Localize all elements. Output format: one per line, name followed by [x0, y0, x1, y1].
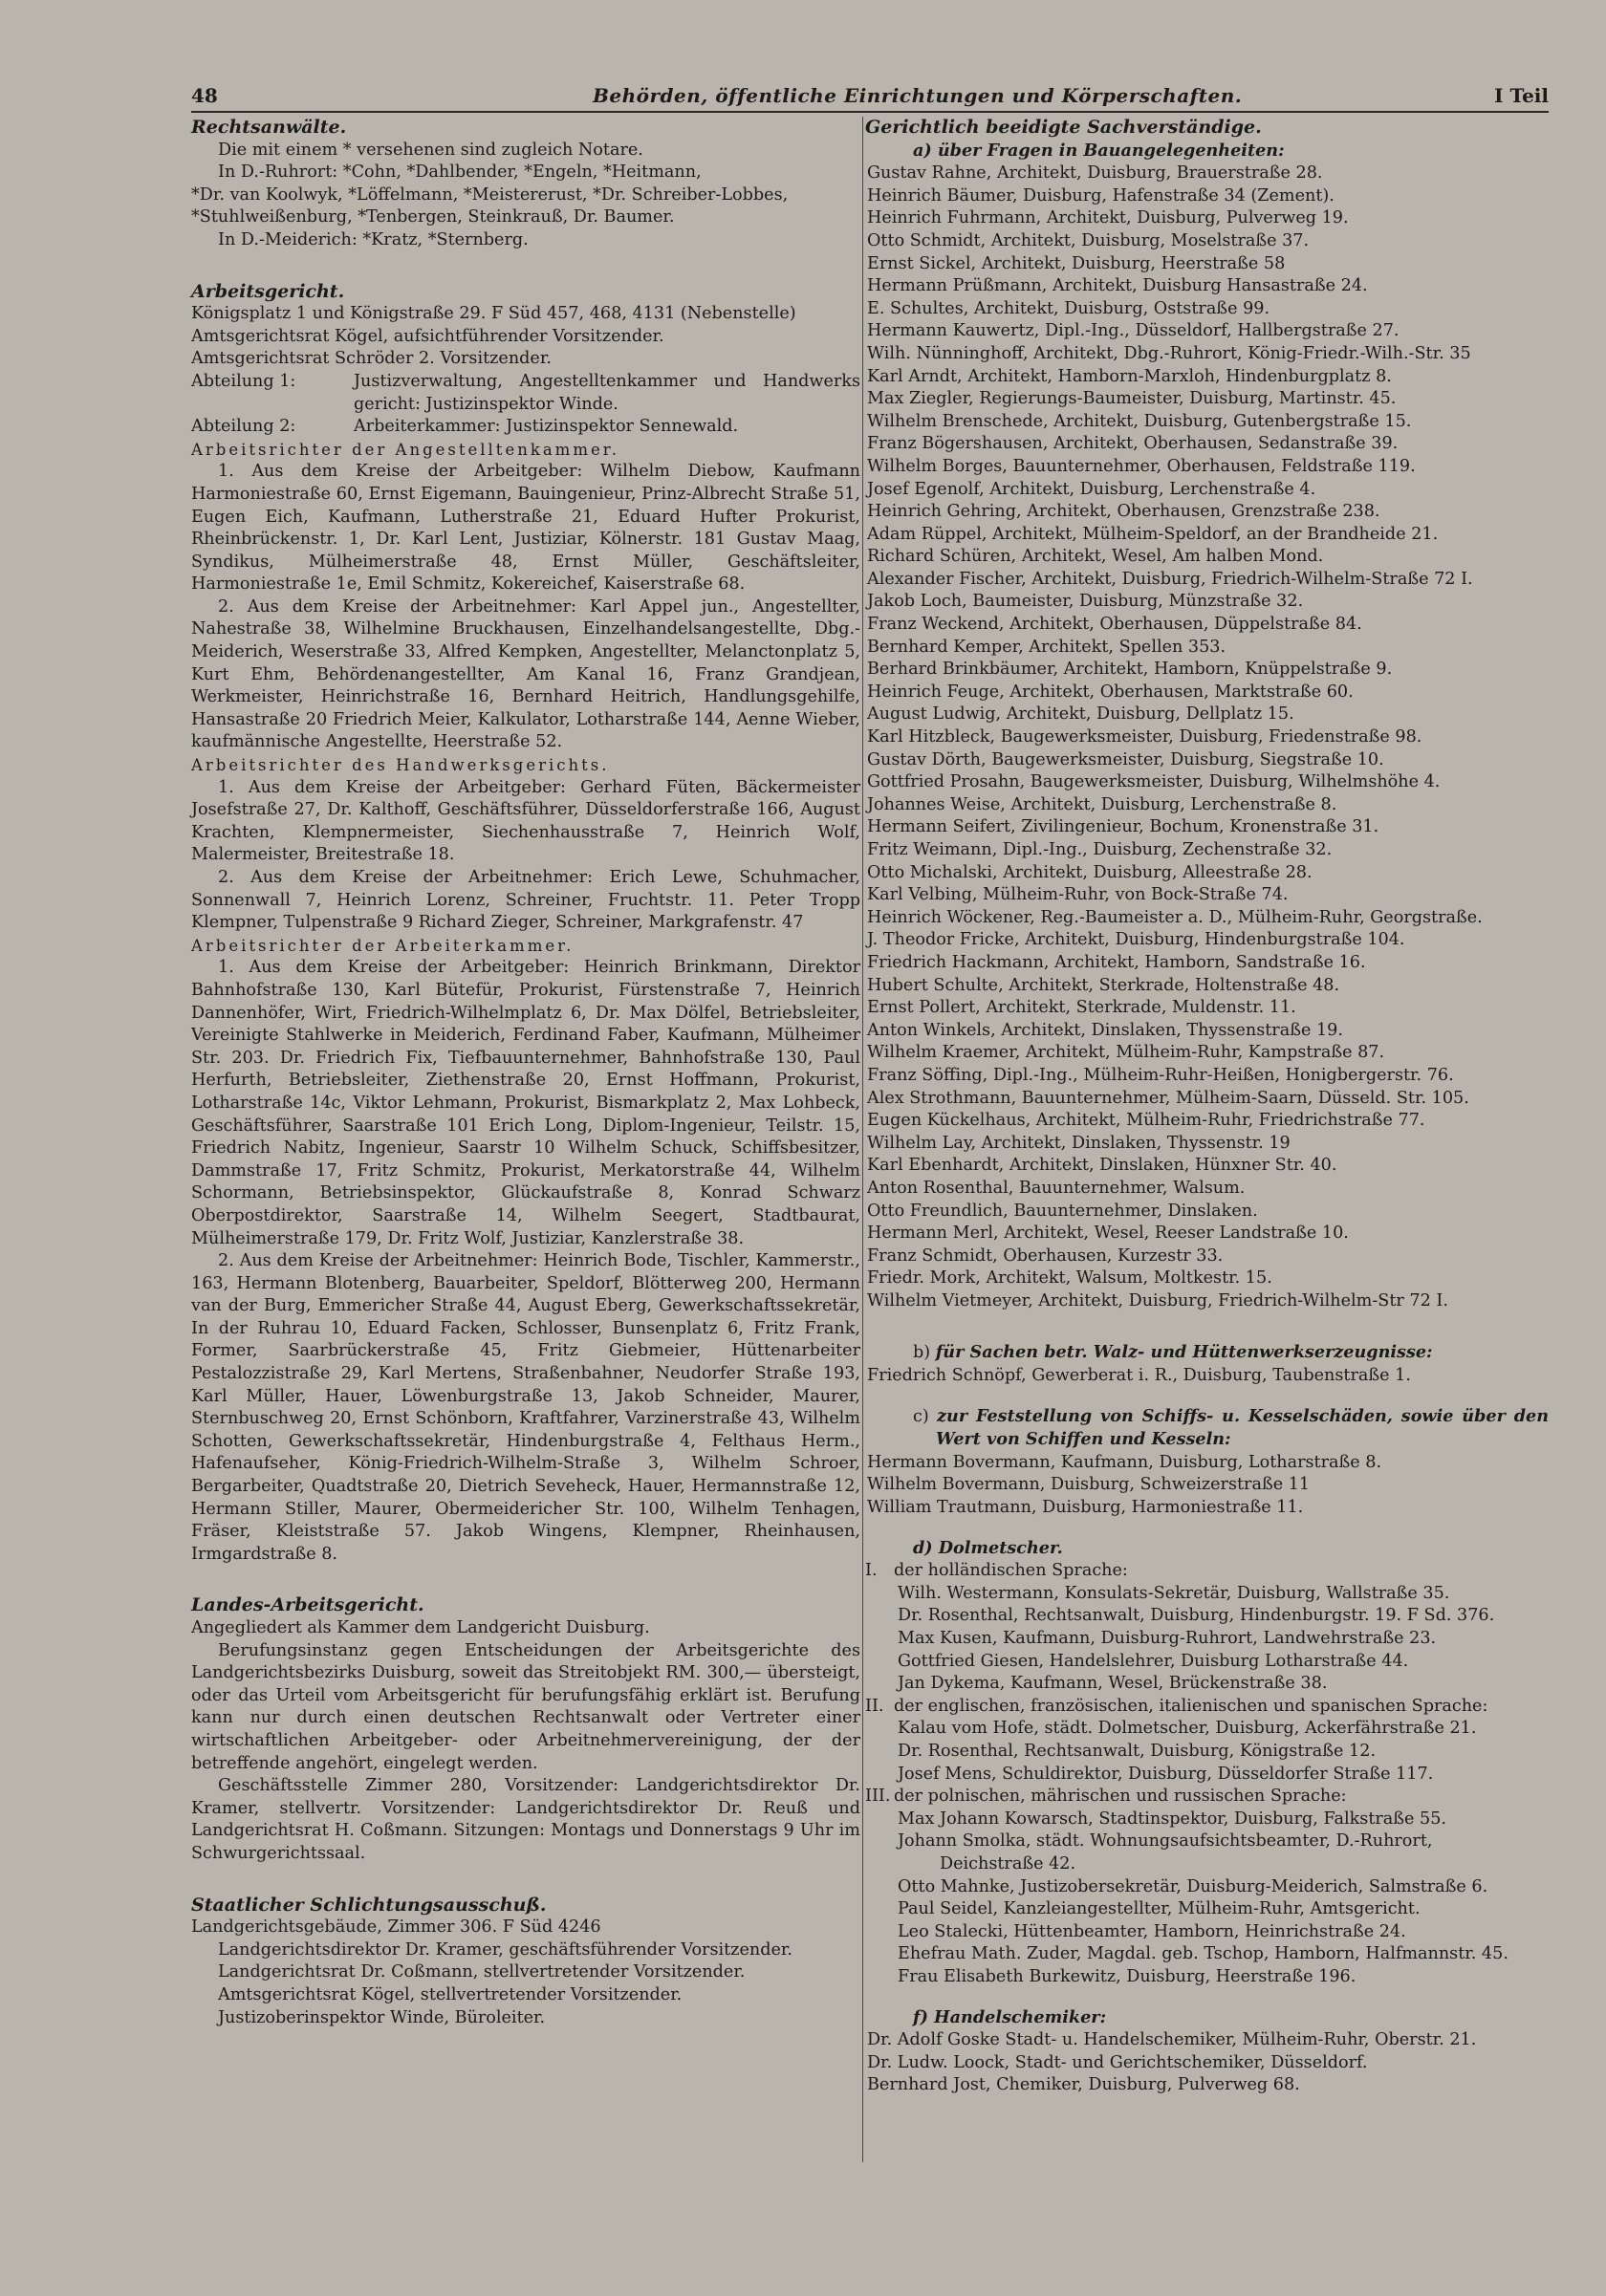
column-divider — [862, 117, 863, 2162]
text-line: Amtsgerichtsrat Kögel, stellvertretender Vorsitzender. — [218, 1984, 683, 2004]
list-item: Bernhard Jost, Chemiker, Duisburg, Pulverweg 68. — [867, 2075, 1300, 2095]
list-item: Leo Stalecki, Hüttenbeamter, Hamborn, Heinrichstraße 24. — [898, 1921, 1406, 1941]
subsection-label-text: für Sachen betr. Walz- und Hüttenwerkserzeugnisse: — [935, 1342, 1433, 1363]
list-item: Wilh. Westermann, Konsulats-Sekretär, Duisburg, Wallstraße 35. — [898, 1583, 1450, 1603]
paragraph: 1. Aus dem Kreise der Arbeitgeber: Gerhard Füten, Bäckermeister Josefstraße 27, Dr. Kalthoff, Geschäftsführer, Düsseldorferstraße 166, August Krachten, Klempnermeister, Siechenhausstraße 7, Heinrich Wolf, Malermeister, Breitestraße 18. — [191, 777, 860, 865]
subsection-label-text: a) über Fragen in Bauangelegenheiten: — [913, 140, 1285, 161]
list-item: Dr. Ludw. Loock, Stadt- und Gerichtschemiker, Düsseldorf. — [867, 2052, 1368, 2072]
list-item: Alexander Fischer, Architekt, Duisburg, Friedrich-Wilhelm-Straße 72 I. — [867, 569, 1473, 589]
list-item: Johannes Weise, Architekt, Duisburg, Lerchenstraße 8. — [867, 794, 1337, 814]
subsection-label — [865, 1341, 1549, 1365]
list-item: Heinrich Fuhrmann, Architekt, Duisburg, Pulverweg 19. — [867, 208, 1349, 228]
label-prefix: c) — [913, 1406, 929, 1426]
list-item: Dr. Rosenthal, Rechtsanwalt, Duisburg, Königstraße 12. — [898, 1741, 1377, 1761]
list-item: Bernhard Kemper, Architekt, Spellen 353. — [867, 637, 1226, 657]
text-line: Die mit einem * versehenen sind zugleich Notare. — [218, 140, 643, 160]
language-group-title: der polnischen, mährischen und russischen Sprache: — [894, 1787, 1347, 1807]
subsection-heading: Arbeitsrichter der Arbeiterkammer. — [191, 936, 575, 955]
list-item: Franz Weckend, Architekt, Oberhausen, Düppelstraße 84. — [867, 615, 1362, 635]
list-item: Heinrich Bäumer, Duisburg, Hafenstraße 34 (Zement). — [867, 185, 1335, 206]
list-item: Fritz Weimann, Dipl.-Ing., Duisburg, Zechenstraße 32. — [867, 840, 1333, 859]
list-item: Karl Ebenhardt, Architekt, Dinslaken, Hünxner Str. 40. — [867, 1156, 1337, 1176]
list-item: Friedrich Schnöpf, Gewerberat i. R., Duisburg, Taubenstraße 1. — [867, 1366, 1411, 1386]
list-item: Wilhelm Vietmeyer, Architekt, Duisburg, Friedrich-Wilhelm-Str 72 I. — [867, 1290, 1448, 1310]
list-item: Ernst Pollert, Architekt, Sterkrade, Muldenstr. 11. — [867, 998, 1296, 1018]
list-item: Gustav Dörth, Baugewerksmeister, Duisburg, Siegstraße 10. — [867, 749, 1384, 769]
list-item: Deichstraße 42. — [940, 1853, 1076, 1874]
list-item: Anton Rosenthal, Bauunternehmer, Walsum. — [867, 1178, 1246, 1198]
list-item: Frau Elisabeth Burkewitz, Duisburg, Heerstraße 196. — [898, 1966, 1356, 1986]
section-heading-rechtsanwaelte: Rechtsanwälte. — [191, 117, 347, 138]
department-text: Arbeiterkammer: Justizinspektor Sennewald. — [354, 417, 739, 437]
section-heading-landes-arbeitsgericht: Landes-Arbeitsgericht. — [191, 1594, 424, 1616]
list-item: Otto Michalski, Architekt, Duisburg, Alleestraße 28. — [867, 862, 1313, 882]
language-group-header — [865, 1560, 1549, 1583]
list-item: Friedr. Mork, Architekt, Walsum, Moltkestr. 15. — [867, 1268, 1272, 1289]
language-group-number: II. — [865, 1696, 884, 1716]
list-item: Karl Hitzbleck, Baugewerksmeister, Duisburg, Friedenstraße 98. — [867, 727, 1422, 747]
paragraph: 1. Aus dem Kreise der Arbeitgeber: Heinrich Brinkmann, Direktor Bahnhofstraße 130, Karl Bütefür, Prokurist, Fürstenstraße 7, Heinrich Dannenhöfer, Wirt, Friedrich-Wilhelmplatz 6, Dr. Max Dölfel, Betriebsleiter, Vereinigte Stahlwerke in Meiderich, Ferdinand Faber, Kaufmann, Mülheimer Str. 203. Dr. Friedrich Fix, Tiefbauunternehmer, Bahnhofstraße 130, Paul Herfurth, Betriebsleiter, Ziethenstraße 20, Ernst Hoffmann, Prokurist, Lotharstraße 14c, Viktor Lehmann, Prokurist, Bismarkplatz 2, Max Lohbeck, Geschäftsführer, Saarstraße 101 Erich Long, Diplom-Ingenieur, Teilstr. 15, Friedrich Nabitz, Ingenieur, Saarstr 10 Wilhelm Schuck, Schiffsbesitzer, Dammstraße 17, Fritz Schmitz, Prokurist, Merkatorstraße 44, Wilhelm Schormann, Betriebsinspektor, Glückaufstraße 8, Konrad Schwarz Oberpostdirektor, Saarstraße 14, Wilhelm Seegert, Stadtbaurat, Mülheimerstraße 179, Dr. Fritz Wolf, Justiziar, Kanzlerstraße 38. — [191, 958, 860, 1248]
header-rule — [191, 111, 1549, 113]
list-item: Jan Dykema, Kaufmann, Wesel, Brückenstraße 38. — [898, 1674, 1328, 1694]
list-item: Otto Freundlich, Bauunternehmer, Dinslaken. — [867, 1201, 1258, 1221]
text-line: Landgerichtsrat Dr. Coßmann, stellvertretender Vorsitzender. — [218, 1962, 746, 1982]
list-item: Heinrich Wöckener, Reg.-Baumeister a. D., Mülheim-Ruhr, Georgstraße. — [867, 907, 1483, 927]
text-line: In D.-Ruhrort: *Cohn, *Dahlbender, *Engeln, *Heitmann, — [218, 162, 702, 183]
subsection-label-text: zur Feststellung von Schiffs- u. Kesselschäden, sowie über den Wert von Schiffen und Kesseln: — [936, 1405, 1549, 1450]
list-item: Max Johann Kowarsch, Stadtinspektor, Duisburg, Falkstraße 55. — [898, 1809, 1447, 1829]
subsection-label — [865, 1405, 1549, 1452]
paragraph: 1. Aus dem Kreise der Arbeitgeber: Wilhelm Diebow, Kaufmann Harmoniestraße 60, Ernst Eigemann, Bauingenieur, Prinz-Albrecht Straße 51, Eugen Eich, Kaufmann, Lutherstraße 21, Eduard Hufter Prokurist, Rheinbrückenstr. 1, Dr. Karl Lent, Justiziar, Kölnerstr. 181 Gustav Maag, Syndikus, Mülheimerstraße 48, Ernst Müller, Geschäftsleiter, Harmoniestraße 1e, Emil Schmitz, Kokereichef, Kaiserstraße 68. — [191, 462, 860, 595]
list-item: August Ludwig, Architekt, Duisburg, Dellplatz 15. — [867, 704, 1294, 725]
text-line: Amtsgerichtsrat Kögel, aufsichtführender Vorsitzender. — [191, 326, 664, 346]
text-line: *Dr. van Koolwyk, *Löffelmann, *Meistererust, *Dr. Schreiber-Lobbes, — [191, 184, 789, 205]
list-item: Richard Schüren, Architekt, Wesel, Am halben Mond. — [867, 547, 1324, 567]
list-item: Gottfried Giesen, Handelslehrer, Duisburg Lotharstraße 44. — [898, 1651, 1409, 1671]
subsection-heading: Arbeitsrichter des Handwerksgerichts. — [191, 756, 610, 775]
list-item: Otto Mahnke, Justizobersekretär, Duisburg-Meiderich, Salmstraße 6. — [898, 1876, 1488, 1896]
list-item: Franz Schmidt, Oberhausen, Kurzestr 33. — [867, 1245, 1224, 1266]
list-item: Wilhelm Borges, Bauunternehmer, Oberhausen, Feldstraße 119. — [867, 456, 1416, 476]
left-column — [191, 117, 860, 2029]
list-item: Alex Strothmann, Bauunternehmer, Mülheim-Saarn, Düsseld. Str. 105. — [867, 1088, 1469, 1108]
text-line: Amtsgerichtsrat Schröder 2. Vorsitzender. — [191, 349, 552, 369]
list-item: Dr. Rosenthal, Rechtsanwalt, Duisburg, Hindenburgstr. 19. F Sd. 376. — [898, 1606, 1495, 1626]
list-item: Eugen Kückelhaus, Architekt, Mülheim-Ruhr, Friedrichstraße 77. — [867, 1111, 1425, 1131]
subsection-heading: Arbeitsrichter der Angestelltenkammer. — [191, 440, 620, 459]
subsection-label-text: d) Dolmetscher. — [913, 1537, 1063, 1558]
language-group-number: I. — [865, 1561, 878, 1581]
text-line: Angegliedert als Kammer dem Landgericht Duisburg. — [191, 1618, 650, 1637]
label-prefix: b) — [913, 1343, 931, 1363]
address-line: Königsplatz 1 und Königstraße 29. F Süd 457, 468, 4131 (Nebenstelle) — [191, 304, 796, 324]
list-item: Wilh. Nünninghoff, Architekt, Dbg.-Ruhrort, König-Friedr.-Wilh.-Str. 35 — [867, 343, 1471, 363]
list-item: Ernst Sickel, Architekt, Duisburg, Heerstraße 58 — [867, 253, 1286, 273]
text-line: In D.-Meiderich: *Kratz, *Sternberg. — [218, 229, 529, 249]
address-line: Landgerichtsgebäude, Zimmer 306. F Süd 4246 — [191, 1917, 601, 1938]
list-item: Wilhelm Bovermann, Duisburg, Schweizerstraße 11 — [867, 1475, 1311, 1495]
list-item: Hermann Bovermann, Kaufmann, Duisburg, Lotharstraße 8. — [867, 1452, 1382, 1472]
list-item: Hubert Schulte, Architekt, Sterkrade, Holtenstraße 48. — [867, 975, 1340, 995]
language-group-title: der holländischen Sprache: — [894, 1561, 1128, 1581]
list-item: Karl Arndt, Architekt, Hamborn-Marxloh, Hindenburgplatz 8. — [867, 366, 1392, 386]
list-item: Otto Schmidt, Architekt, Duisburg, Moselstraße 37. — [867, 230, 1310, 250]
list-item: Max Kusen, Kaufmann, Duisburg-Ruhrort, Landwehrstraße 23. — [898, 1629, 1437, 1648]
list-item: Anton Winkels, Architekt, Dinslaken, Thyssenstraße 19. — [867, 1020, 1343, 1040]
paragraph: 2. Aus dem Kreise der Arbeitnehmer: Erich Lewe, Schuhmacher, Sonnenwall 7, Heinrich Lorenz, Schreiner, Fruchtstr. 11. Peter Tropp Klempner, Tulpenstraße 9 Richard Zieger, Schreiner, Markgrafenstr. 47 — [191, 868, 860, 933]
list-item: Kalau vom Hofe, städt. Dolmetscher, Duisburg, Ackerfährstraße 21. — [898, 1719, 1477, 1739]
list-item: Josef Mens, Schuldirektor, Duisburg, Düsseldorfer Straße 117. — [898, 1764, 1434, 1784]
list-item: Wilhelm Lay, Architekt, Dinslaken, Thyssenstr. 19 — [867, 1133, 1291, 1153]
department-label: Abteilung 2: — [191, 417, 296, 437]
text-line: Justizoberinspektor Winde, Büroleiter. — [218, 2007, 546, 2027]
list-item: Josef Egenolf, Architekt, Duisburg, Lerchenstraße 4. — [867, 479, 1316, 499]
subsection-label — [865, 2006, 1549, 2030]
list-item: Hermann Merl, Architekt, Wesel, Reeser Landstraße 10. — [867, 1224, 1349, 1244]
department-text: Justizverwaltung, Angestelltenkammer und Handwerks gericht: Justizinspektor Winde. — [354, 371, 860, 414]
list-item: Friedrich Hackmann, Architekt, Hamborn, Sandstraße 16. — [867, 952, 1366, 972]
language-group-title: der englischen, französischen, italienischen und spanischen Sprache: — [894, 1696, 1488, 1716]
list-item: Paul Seidel, Kanzleiangestellter, Mülheim-Ruhr, Amtsgericht. — [898, 1899, 1421, 1919]
language-group-entries — [865, 1583, 1549, 1696]
right-column — [865, 117, 1549, 2097]
list-item: Berhard Brinkbäumer, Architekt, Hamborn, Knüppelstraße 9. — [867, 660, 1393, 680]
list-item: Franz Bögershausen, Architekt, Oberhausen, Sedanstraße 39. — [867, 434, 1399, 454]
subsection-label-text: f) Handelschemiker: — [913, 2006, 1107, 2027]
part-label: I Teil — [1494, 84, 1549, 107]
language-group-number: III. — [865, 1787, 891, 1807]
department-row — [191, 371, 860, 416]
language-group-entries — [865, 1809, 1549, 1989]
department-row — [191, 416, 860, 439]
list-item: E. Schultes, Architekt, Duisburg, Oststraße 99. — [867, 298, 1270, 318]
subsection-label — [865, 140, 1549, 163]
page-number: 48 — [191, 84, 218, 107]
subsection-label — [865, 1537, 1549, 1561]
list-item: Dr. Adolf Goske Stadt- u. Handelschemiker, Mülheim-Ruhr, Oberstr. 21. — [867, 2030, 1477, 2050]
language-group-header — [865, 1786, 1549, 1809]
department-label: Abteilung 1: — [191, 371, 296, 391]
list-item: Adam Rüppel, Architekt, Mülheim-Speldorf, an der Brandheide 21. — [867, 524, 1439, 544]
list-item: William Trautmann, Duisburg, Harmoniestraße 11. — [867, 1498, 1304, 1518]
section-heading-schlichtung: Staatlicher Schlichtungsausschuß. — [191, 1894, 547, 1916]
list-item: Max Ziegler, Regierungs-Baumeister, Duisburg, Martinstr. 45. — [867, 389, 1397, 409]
list-item: Heinrich Gehring, Architekt, Oberhausen, Grenzstraße 238. — [867, 502, 1380, 522]
paragraph: 2. Aus dem Kreise der Arbeitnehmer: Heinrich Bode, Tischler, Kammerstr., 163, Hermann Blotenberg, Bauarbeiter, Speldorf, Blötterweg 200, Hermann van der Burg, Emmericher Straße 44, August Eberg, Gewerkschaftssekretär, In der Ruhrau 10, Eduard Facken, Schlosser, Bunsenplatz 6, Fritz Frank, Former, Saarbrückerstraße 45, Fritz Giebmeier, Hüttenarbeiter Pestalozzistraße 29, Karl Mertens, Straßenbahner, Neudorfer Straße 193, Karl Müller, Hauer, Löwenburgstraße 13, Jakob Schneider, Maurer, Sternbuschweg 20, Ernst Schönborn, Kraftfahrer, Varzinerstraße 43, Wilhelm Schotten, Gewerkschaftssekretär, Hindenburgstraße 4, Felthaus Herm., Hafenaufseher, König-Friedrich-Wilhelm-Straße 3, Wilhelm Schroer, Bergarbeiter, Quadtstraße 20, Dietrich Seveheck, Hauer, Hermannstraße 12, Hermann Stiller, Maurer, Obermeidericher Str. 100, Wilhelm Tenhagen, Fräser, Kleiststraße 57. Jakob Wingens, Klempner, Rheinhausen, Irmgardstraße 8. — [191, 1251, 860, 1564]
list-item: Gottfried Prosahn, Baugewerksmeister, Duisburg, Wilhelmshöhe 4. — [867, 772, 1441, 792]
list-item: Ehefrau Math. Zuder, Magdal. geb. Tschop, Hamborn, Halfmannstr. 45. — [898, 1944, 1508, 1964]
paragraph: 2. Aus dem Kreise der Arbeitnehmer: Karl Appel jun., Angestellter, Nahestraße 38, Wilhelmine Bruckhausen, Einzelhandelsangestellte, Dbg.-Meiderich, Weserstraße 33, Alfred Kempken, Angestellter, Melanctonplatz 5, Kurt Ehm, Behördenangestellter, Am Kanal 16, Franz Grandjean, Werkmeister, Heinrichstraße 16, Bernhard Heitrich, Handlungsgehilfe, Hansastraße 20 Friedrich Meier, Kalkulator, Lotharstraße 144, Aenne Wieber, kaufmännische Angestellte, Heerstraße 52. — [191, 596, 860, 752]
paragraph: Berufungsinstanz gegen Entscheidungen der Arbeitsgerichte des Landgerichtsbezirks Duisburg, soweit das Streitobjekt RM. 300,— übersteigt, oder das Urteil vom Arbeitsgericht für berufungsfähig erklärt ist. Berufung kann nur durch einen deutschen Rechtsanwalt oder Vertreter einer wirtschaftlichen Arbeitgeber- oder Arbeitnehmervereinigung, der der betreffende angehört, eingelegt werden. — [191, 1640, 860, 1773]
list-item: Johann Smolka, städt. Wohnungsaufsichtsbeamter, D.-Ruhrort, — [898, 1831, 1433, 1852]
list-item: Karl Velbing, Mülheim-Ruhr, von Bock-Straße 74. — [867, 885, 1289, 905]
list-item: J. Theodor Fricke, Architekt, Duisburg, Hindenburgstraße 104. — [867, 930, 1405, 950]
text-line: Landgerichtsdirektor Dr. Kramer, geschäftsführender Vorsitzender. — [218, 1939, 792, 1960]
list-item: Wilhelm Kraemer, Architekt, Mülheim-Ruhr, Kampstraße 87. — [867, 1043, 1385, 1063]
section-heading-arbeitsgericht: Arbeitsgericht. — [191, 280, 345, 302]
list-item: Hermann Seifert, Zivilingenieur, Bochum, Kronenstraße 31. — [867, 817, 1379, 837]
running-title: Behörden, öffentliche Einrichtungen und Körperschaften. — [593, 84, 1243, 107]
list-item: Heinrich Feuge, Architekt, Oberhausen, Marktstraße 60. — [867, 682, 1354, 702]
list-item: Hermann Prüßmann, Architekt, Duisburg Hansastraße 24. — [867, 276, 1368, 296]
list-item: Wilhelm Brenschede, Architekt, Duisburg, Gutenbergstraße 15. — [867, 411, 1412, 431]
language-group-entries — [865, 1718, 1549, 1786]
text-line: *Stuhlweißenburg, *Tenbergen, Steinkrauß, Dr. Baumer. — [191, 207, 675, 227]
list-item: Hermann Kauwertz, Dipl.-Ing., Düsseldorf, Hallbergstraße 27. — [867, 321, 1400, 341]
list-item: Gustav Rahne, Architekt, Duisburg, Brauerstraße 28. — [867, 163, 1323, 184]
paragraph: Geschäftsstelle Zimmer 280, Vorsitzender: Landgerichtsdirektor Dr. Kramer, stellvertr. Vorsitzender: Landgerichtsdirektor Dr. Reuß und Landgerichtsrat H. Coßmann. Sitzungen: Montags und Donnerstags 9 Uhr im Schwurgerichtssaal. — [191, 1776, 860, 1863]
list-item: Franz Söffing, Dipl.-Ing., Mülheim-Ruhr-Heißen, Honigbergerstr. 76. — [867, 1065, 1454, 1085]
bau-list — [865, 162, 1549, 1312]
section-heading-sachverstaendige: Gerichtlich beeidigte Sachverständige. — [865, 117, 1262, 138]
language-group-header — [865, 1696, 1549, 1719]
list-item: Jakob Loch, Baumeister, Duisburg, Münzstraße 32. — [867, 592, 1304, 612]
